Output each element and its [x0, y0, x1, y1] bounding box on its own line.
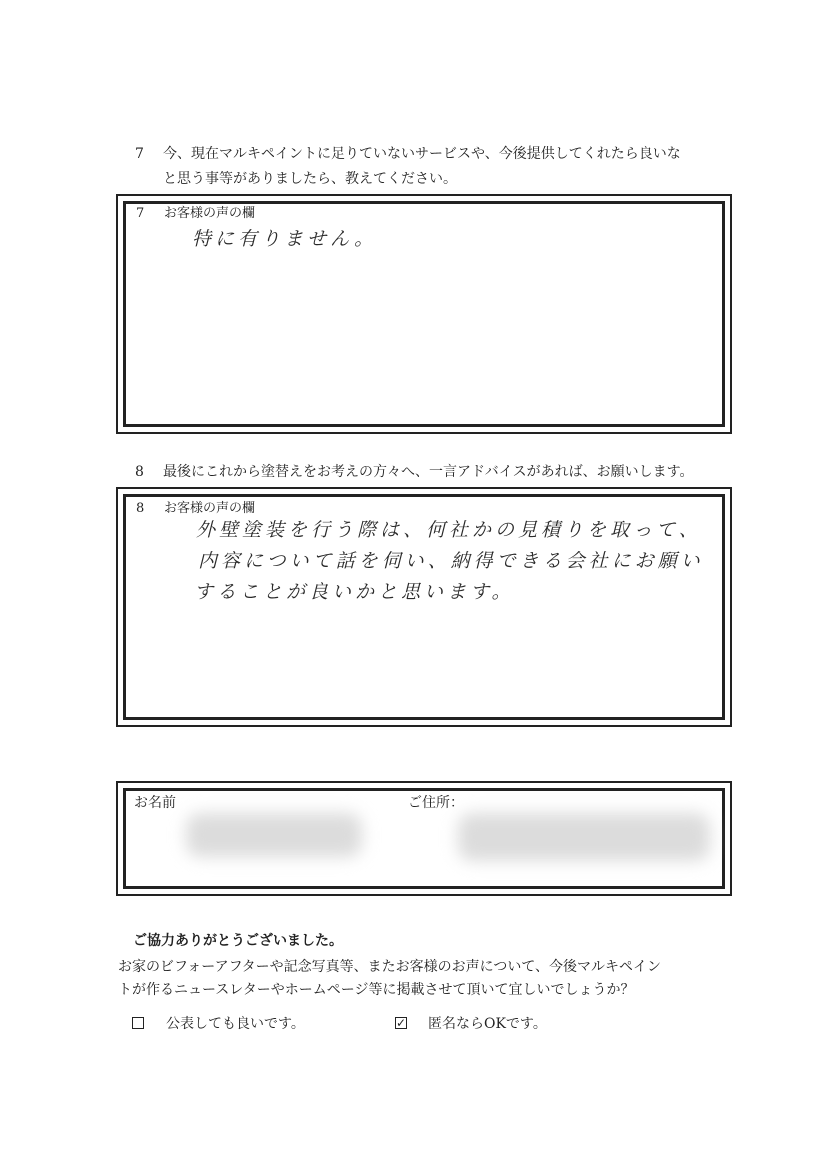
answer-box-7-label: お客様の声の欄 [164, 206, 256, 221]
consent-question-line2: トが作るニュースレターやホームページ等に掲載させて頂いて宜しいでしょうか？ [118, 982, 635, 998]
address-redacted [458, 813, 710, 861]
question-7 [135, 143, 755, 189]
name-label: お名前 [134, 795, 176, 811]
question-8 [135, 461, 755, 483]
answer-box-8 [116, 487, 732, 727]
question-7-text-line1: 今、現在マルキペイントに足りていないサービスや、今後提供してくれたら良いな [163, 146, 681, 162]
answer-box-8-label: お客様の声の欄 [164, 501, 256, 516]
answer-8-handwriting-line3[interactable]: することが良いかと思います。 [194, 581, 515, 603]
public-checkbox[interactable] [132, 1017, 144, 1029]
anonymous-checkbox[interactable]: ✓ [396, 1016, 407, 1030]
answer-box-7 [116, 194, 732, 434]
answer-box-7-number: 7 [136, 206, 145, 221]
answer-8-handwriting-line2[interactable]: 内容について話を伺い、納得できる会社にお願い [198, 550, 704, 572]
customer-info-box [116, 781, 732, 896]
question-7-number: 7 [135, 146, 144, 162]
address-label: ご住所： [408, 795, 464, 811]
question-8-text: 最後にこれから塗替えをお考えの方々へ、一言アドバイスがあれば、お願いします。 [163, 464, 694, 480]
consent-question-line1: お家のビフォーアフターや記念写真等、またお客様のお声について、今後マルキペイン [118, 959, 662, 975]
question-7-text-line2: と思う事等がありましたら、教えてください。 [163, 171, 457, 187]
thanks-heading: ご協力ありがとうございました。 [133, 933, 343, 949]
answer-8-handwriting-line1[interactable]: 外壁塗装を行う際は、何社かの見積りを取って、 [196, 519, 702, 541]
answer-box-8-number: 8 [136, 501, 145, 516]
answer-7-handwriting[interactable]: 特に有りません。 [192, 228, 378, 250]
public-option-label: 公表しても良いです。 [166, 1016, 305, 1032]
question-8-number: 8 [135, 464, 144, 480]
name-redacted [186, 813, 362, 857]
anonymous-option-label: 匿名ならOKです。 [428, 1016, 547, 1032]
